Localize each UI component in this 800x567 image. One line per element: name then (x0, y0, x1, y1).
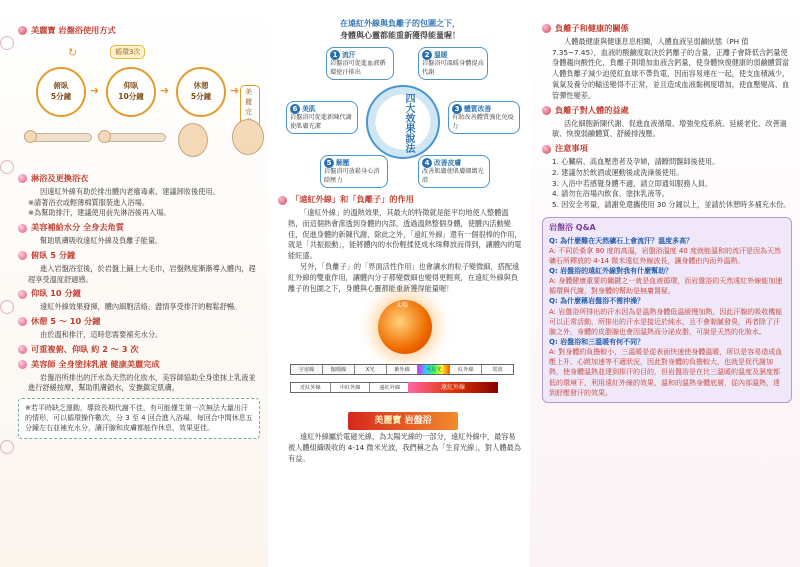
section-body: 人體最健康與健康息息相關，人體血液呈弱鹼狀態（PH 值 7.35~7.45），血液的酸鹼度取決於鈣離子的含量，正離子會降低含鈣量使身體趨向酸性化，負離子則增加血液含鈣量，使身體恢復健康的弱鹼體質當人體負離子減少迫使紅血球不帶負電，因而容易連在一起，使支血積減少，氧氣及養分的輸送變得不正常，並且造成血液黏稠度增加，使血壓變高、血管彈性變差。 (552, 36, 790, 100)
spectrum-cell: 宇宙線 (291, 365, 323, 374)
sun-label: 太陽 (396, 302, 409, 310)
far-infrared-para1: 「遠紅外線」的溫熱效果，其最大的特徵就是能平均地使人整體溫熱，而這個熱會滲透到身體的內部，透過溫熱整個身體，使體內活動變佳，促進身體的新陳代謝，除此之外，「遠紅外線」還有一個很棒的作用，就是「共振振動」，能將體內的水份輕揉使成水珠釋放而得到，讓體內的電能旺盛。 (288, 208, 522, 261)
spiral-binding-icon (0, 36, 14, 50)
far-infrared-head: 「遠紅外線」和「負離子」的作用 (278, 194, 522, 206)
qa-item (549, 236, 785, 266)
bullet-icon (18, 345, 27, 354)
spectrum-cell: 伽瑪線 (323, 365, 355, 374)
section-body: 由於溫和排汗，這時您需要補充水分。 (40, 329, 163, 339)
middle-title (278, 18, 522, 41)
bullet-icon (18, 317, 27, 326)
section-shower (18, 173, 260, 219)
lying-person-image (30, 133, 92, 142)
qa-question: Q: 為什麼難在天然礦石上會流汗？溫度多高？ (549, 236, 694, 245)
middle-title-line1: 在遠紅外線與負離子的包圍之下， (340, 19, 460, 28)
section-rest (18, 316, 260, 341)
section-hydration (18, 222, 260, 247)
qa-answer: A: 不同於桑拿 80 度的高溫，岩盤浴溫度 40 度就能溫和的流汗是因為天然礦石所釋放的 4-14 微米遠紅外線波長，讓身體由內而外溫熱。 (549, 246, 781, 265)
section-head: 美容師 全身塗抹乳液 健康美麗完成 (31, 358, 160, 369)
cycle-label: 循環3次 (110, 45, 145, 59)
spectrum-diagram (278, 300, 522, 432)
qa-item (549, 296, 785, 337)
effect-box-beauty: 6 美肌 岩盤浴可促進新陳代謝使肌膚光潔 (286, 101, 358, 134)
person-head-image (98, 130, 111, 143)
lying-person-image (104, 133, 166, 142)
section-head: 注意事項 (555, 143, 588, 154)
notice-item: 5. 因安全考量，請謝免還攜使用 30 分鐘以上，並請於休憩時多補充水份。 (552, 200, 791, 210)
qa-answer: A: 身體健康重要的關鍵之一就是血液循環，而岩盤浴的天然遠紅外線能加速循環與代謝，對身體的幫助是無庸置疑。 (549, 277, 783, 296)
spectrum-cell: 遠紅外線 (379, 385, 401, 392)
section-body: 活化細胞新陳代謝、促進血液循環、增強免疫系統、延緩老化、改善過敏、恢復弱鹼體質、舒緩排洩壓。 (552, 118, 787, 139)
bullet-icon (278, 196, 287, 205)
section-head: 俯臥 5 分鐘 (31, 249, 76, 260)
notice-item: 1. 心臟病、高血壓患者及孕婦，請瞭問醫師後使用。 (552, 157, 720, 167)
section-body: 因遠紅外線有助於排出體內老廢毒素，建議卸妝後使用。 (40, 186, 220, 196)
usage-title: 美麗寶 岩盤浴使用方式 (18, 25, 260, 37)
section-note: ※為幫助排汗，建議使用前先淋浴後再入場。 (28, 208, 171, 218)
section-prone (18, 250, 260, 285)
step-rest: 休憩 5分鐘 (176, 67, 226, 117)
bullet-icon (18, 251, 27, 260)
section-repeat (18, 344, 260, 356)
bullet-icon (18, 224, 27, 233)
resting-person-image (178, 123, 208, 157)
section-lotion (18, 359, 260, 394)
finish-label: 美麗完 (240, 85, 260, 130)
exercise-note: ※若平時缺乏運動，導致長期代謝不佳，有可能僅生第一次無法大量出汗的情形，可以循環操作數次，分 3 至 4 回合進入浴場，每回合中間休息五分鐘左右並補充水分，讓汗腺和皮膚都能作休息，效果更佳。 (18, 398, 260, 438)
right-panel (530, 0, 800, 567)
effect-box-warm: 2 溫暖 岩盤浴可溫暖身體提高代謝 (418, 47, 488, 80)
notice-item: 3. 入浴中若感覺身體不適，請立即通知服務人員。 (552, 178, 713, 188)
section-body: 岩盤浴所排出的汗水為天然的化妝水，美容師協助全身塗抹上乳液並進行舒緩按摩，幫助肌膚鎖水，安撫鎮定肌膚。 (28, 372, 256, 393)
effect-box-sweat: 1 流汗 岩盤浴可促進血液循環使汗排出 (326, 47, 394, 80)
spectrum-cell: 紅外線 (450, 365, 482, 374)
step-supine: 仰臥 10分鐘 (106, 67, 156, 117)
section-body: 幫助肌膚吸收遠紅外線及負離子能量。 (40, 236, 163, 246)
section-note: ※請著浴衣或輕薄棉質服裝進入浴場。 (28, 197, 150, 207)
notice-item: 2. 建議勿於飲酒或運動後或洗澡後使用。 (552, 167, 684, 177)
cycle-arrow-icon: ↻ (68, 45, 78, 59)
spiral-binding-icon (0, 300, 14, 314)
middle-title-line2: 身體與心靈都能重新獲得能量喔！ (340, 30, 460, 40)
section-head: 可重複俯、仰臥 約 2 ～ 3 次 (31, 343, 139, 354)
left-panel (0, 0, 268, 567)
section-head: 淋浴及更換浴衣 (31, 172, 89, 183)
bullet-icon (542, 106, 551, 115)
hub-label: 四大效果說法 (403, 93, 414, 154)
bullet-icon (18, 360, 27, 369)
section-head: 負離子和健康的關係 (555, 23, 629, 33)
section-head: 負離子對人體的益處 (555, 104, 629, 115)
person-head-image (24, 130, 37, 143)
spectrum-row-ir (290, 382, 410, 393)
section-supine (18, 288, 260, 313)
arrow-right-icon: ➜ (90, 83, 100, 97)
usage-diagram (18, 39, 260, 169)
section-body: 遠紅外線效果發揮，體內細胞活絡，盡情享受排汗的輕鬆舒暢。 (40, 302, 242, 312)
spiral-binding-icon (0, 440, 14, 454)
qa-answer: A: 岩盤浴所排出的汗水因為是溫熱身體低溫緩慢加熱，因此汗腺的吸收機能可以正常活動，所排出的汗水是接近於純水，且不會黏膩發臭，再者除了汗腺之外，身體的皮脂腺也會因溫熱而分泌皮脂，可說是天然的化妝水。 (549, 307, 783, 336)
spectrum-cell: 紫外線 (387, 365, 419, 374)
spectrum-row-main (290, 364, 514, 375)
far-ir-band: 遠紅外線 (408, 382, 498, 393)
middle-panel (268, 0, 530, 567)
section-negative-ion-benefits (542, 105, 792, 140)
step-prone: 俯臥 5分鐘 (36, 67, 86, 117)
qa-title: 岩盤浴 Q&A (549, 223, 596, 233)
qa-question: Q: 為什麼稱岩盤浴不需沖澡？ (549, 297, 645, 306)
spectrum-cell: 可見光 (418, 365, 450, 374)
spiral-binding-icon (0, 160, 14, 174)
far-infrared-para3: 遠紅外線屬於電磁光線，為太陽光線的一部分，遠紅外線中，最容易被人體組織吸收的 4-14 微米光波，我們稱之為「生育光線」，對人體最為有益。 (288, 432, 521, 464)
far-infrared-para2: 另外，「負離子」的「界面活性作用」也會讓水的粒子變微細，搭配遠紅外線的雙重作用，讓體內分子都變微細也變得更輕爽，在遠紅外線與負離子的包圍之下，身體與心靈都能重新獲得能量喔！ (288, 262, 520, 293)
section-head: 休憩 5 ～ 10 分鐘 (31, 316, 101, 327)
spectrum-cell: X光 (355, 365, 387, 374)
qa-question: Q: 岩盤浴和三溫暖有何不同？ (549, 338, 645, 347)
section-head: 仰臥 10 分鐘 (31, 288, 81, 299)
bullet-icon (542, 24, 551, 33)
arrow-right-icon: ➜ (160, 83, 170, 97)
effect-box-stress: 5 解壓 岩盤浴可放鬆身心消除壓力 (320, 155, 388, 188)
bullet-icon (18, 290, 27, 299)
qa-answer: A: 對身體的負擔較小，三溫暖是從表面快速使身體溫暖，所以是容易造成血壓上升、心跳加速等不適狀況，因此對身體的負擔較大，也就是促代謝加熱，使身體溫熱並達到排汗的目的，但岩盤浴是在比三溫暖的溫度及濕度都低的環境下，利用遠紅外線的效果，溫和的溫熱身體底層，從內部溫熱，達到舒壓發汗的效果。 (549, 348, 783, 397)
arrow-right-icon: ➜ (230, 83, 240, 97)
section-head: 美容補給水分 全身去角質 (31, 222, 124, 233)
qa-item (549, 337, 785, 398)
bullet-icon (18, 26, 27, 35)
section-body: 進入岩盤浴室後，於岩盤上鋪上大毛巾，岩盤熱度漸漸導入體內，趕趕享受溫度舒適感。 (28, 263, 256, 284)
smiling-woman-image (232, 119, 264, 155)
spectrum-cell: 電波 (492, 367, 503, 374)
effects-wheel (278, 43, 522, 188)
spectrum-cell: 近紅外線 (291, 383, 331, 392)
qa-panel (542, 217, 792, 403)
qa-item (549, 266, 785, 296)
bullet-icon (542, 145, 551, 154)
notice-item: 4. 請勿在浴場內飲食、塗抹乳液等。 (552, 189, 669, 199)
section-notices (542, 143, 792, 211)
spectrum-cell: 中紅外線 (331, 383, 371, 392)
effect-box-constitution: 3 體質改善 有助改善體質強化免疫力 (448, 101, 520, 134)
brand-banner: 美麗寶 岩盤浴 (348, 412, 458, 430)
bullet-icon (18, 174, 27, 183)
qa-question: Q: 岩盤浴的遠紅外線對我有什麼幫助？ (549, 267, 673, 276)
effect-box-skin: 4 改善皮膚 改善肌膚使肌膚細緻光滑 (418, 155, 490, 188)
section-negative-ion-health (542, 23, 792, 102)
